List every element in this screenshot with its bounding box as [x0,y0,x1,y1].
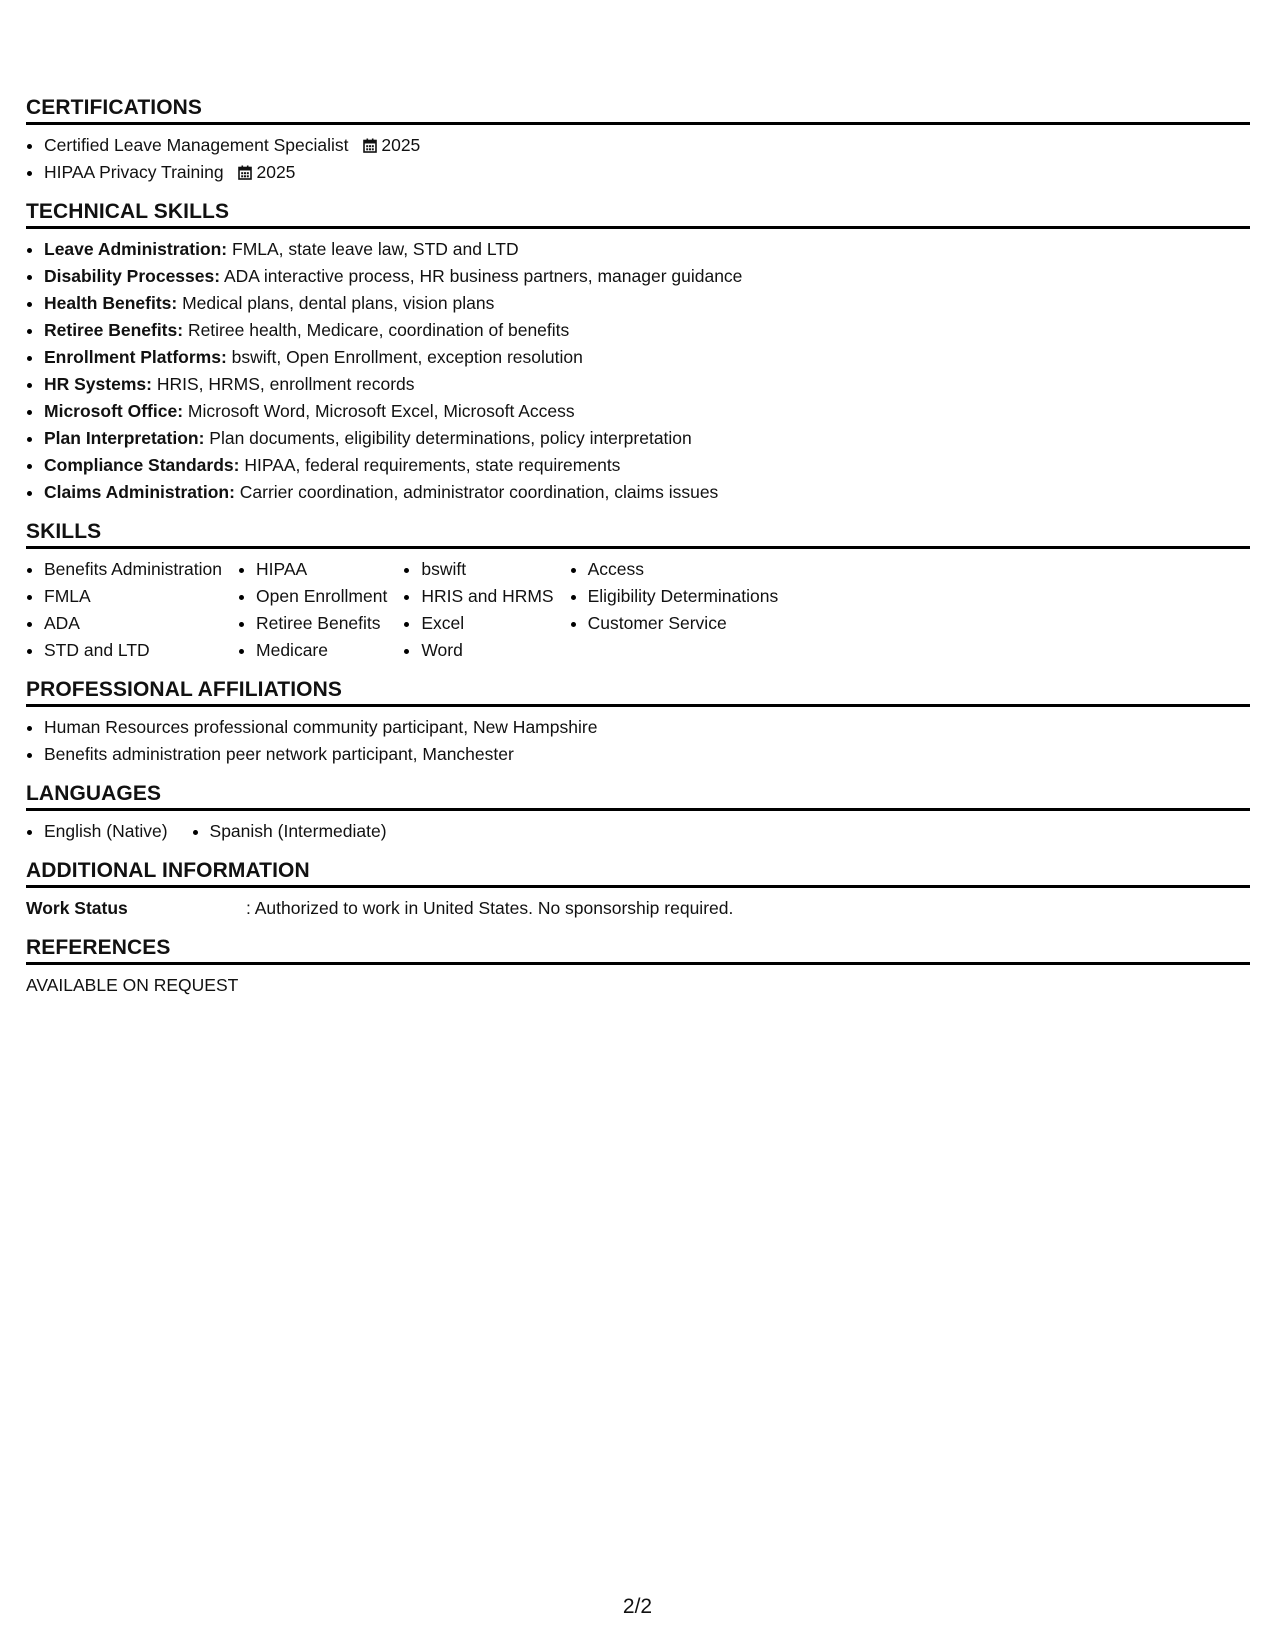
technical-skill-item [44,263,1250,290]
skill-item: Eligibility Determinations [588,583,779,610]
skill-item: FMLA [44,583,222,610]
skill-category: Microsoft Office: [44,401,184,421]
skill-item: Open Enrollment [256,583,387,610]
calendar-icon [363,138,377,153]
technical-skill-item [44,425,1250,452]
skill-category: Plan Interpretation: [44,428,205,448]
skill-item: Excel [421,610,553,637]
technical-skill-item [44,371,1250,398]
section-title-certifications: CERTIFICATIONS [26,96,203,119]
certification-item [44,159,1250,186]
section-title-affiliations: PROFESSIONAL AFFILIATIONS [26,678,342,701]
skill-details: Medical plans, dental plans, vision plans [177,293,495,313]
affiliation-item: Benefits administration peer network participant, Manchester [44,741,1250,768]
skill-details: Retiree health, Medicare, coordination of benefits [183,320,570,340]
language-item: English (Native) [44,818,168,845]
skills-column [238,556,387,664]
skill-item: Word [421,637,553,664]
skill-details: Carrier coordination, administrator coordination, claims issues [234,482,719,502]
section-divider [26,962,1250,965]
resume-page [26,94,1250,999]
skill-category: Health Benefits: [44,293,178,313]
language-item: Spanish (Intermediate) [210,818,387,845]
additional-info-section [26,857,1250,922]
skills-column [570,556,779,664]
skill-details: Plan documents, eligibility determinations, policy interpretation [204,428,692,448]
skill-details: FMLA, state leave law, STD and LTD [227,239,519,259]
skill-item: bswift [421,556,553,583]
calendar-icon [238,165,252,180]
technical-skill-item [44,344,1250,371]
skill-item: Retiree Benefits [256,610,387,637]
affiliation-item: Human Resources professional community participant, New Hampshire [44,714,1250,741]
technical-skills-list [26,236,1250,506]
skills-grid [26,556,1250,664]
affiliations-list [26,714,1250,768]
certifications-list [26,132,1250,186]
technical-skills-section [26,198,1250,506]
certification-item [44,132,1250,159]
technical-skill-item [44,398,1250,425]
section-title-additional-info: ADDITIONAL INFORMATION [26,859,310,882]
section-title-languages: LANGUAGES [26,782,162,805]
page-number: 2/2 [622,1595,653,1618]
skill-category: HR Systems: [44,374,152,394]
certification-year: 2025 [256,162,296,182]
work-status-value: : Authorized to work in United States. No sponsorship required. [246,898,734,918]
references-text: AVAILABLE ON REQUEST [26,975,239,995]
skill-category: Enrollment Platforms: [44,347,227,367]
work-status-label: Work Status [26,898,128,918]
skill-details: HIPAA, federal requirements, state requirements [239,455,621,475]
skill-item: HRIS and HRMS [421,583,553,610]
skill-category: Retiree Benefits: [44,320,184,340]
certification-year: 2025 [381,135,421,155]
skill-details: Microsoft Word, Microsoft Excel, Microsoft Access [183,401,575,421]
certifications-section [26,94,1250,186]
affiliations-section [26,676,1250,768]
certification-name: Certified Leave Management Specialist [44,135,349,155]
section-divider [26,808,1250,811]
skills-column [26,556,222,664]
section-title-references: REFERENCES [26,936,171,959]
skills-section [26,518,1250,664]
skill-item: STD and LTD [44,637,222,664]
skill-details: ADA interactive process, HR business partners, manager guidance [220,266,743,286]
technical-skill-item [44,290,1250,317]
technical-skill-item [44,236,1250,263]
technical-skill-item [44,479,1250,506]
section-divider [26,704,1250,707]
section-title-skills: SKILLS [26,520,102,543]
skill-category: Disability Processes: [44,266,221,286]
section-divider [26,546,1250,549]
skill-item: ADA [44,610,222,637]
technical-skill-item [44,452,1250,479]
skill-category: Compliance Standards: [44,455,240,475]
skill-category: Claims Administration: [44,482,235,502]
skill-item: HIPAA [256,556,387,583]
languages-row [26,818,1250,845]
skills-column [403,556,553,664]
work-status-row [26,895,1250,922]
skill-category: Leave Administration: [44,239,228,259]
section-divider [26,885,1250,888]
technical-skill-item [44,317,1250,344]
skill-item: Medicare [256,637,387,664]
certification-name: HIPAA Privacy Training [44,162,224,182]
section-title-technical-skills: TECHNICAL SKILLS [26,200,230,223]
section-divider [26,122,1250,125]
section-divider [26,226,1250,229]
skill-item: Benefits Administration [44,556,222,583]
skill-item: Access [588,556,779,583]
skill-details: bswift, Open Enrollment, exception resolution [226,347,583,367]
skill-item: Customer Service [588,610,779,637]
skill-details: HRIS, HRMS, enrollment records [151,374,415,394]
references-section [26,934,1250,999]
languages-section [26,780,1250,845]
